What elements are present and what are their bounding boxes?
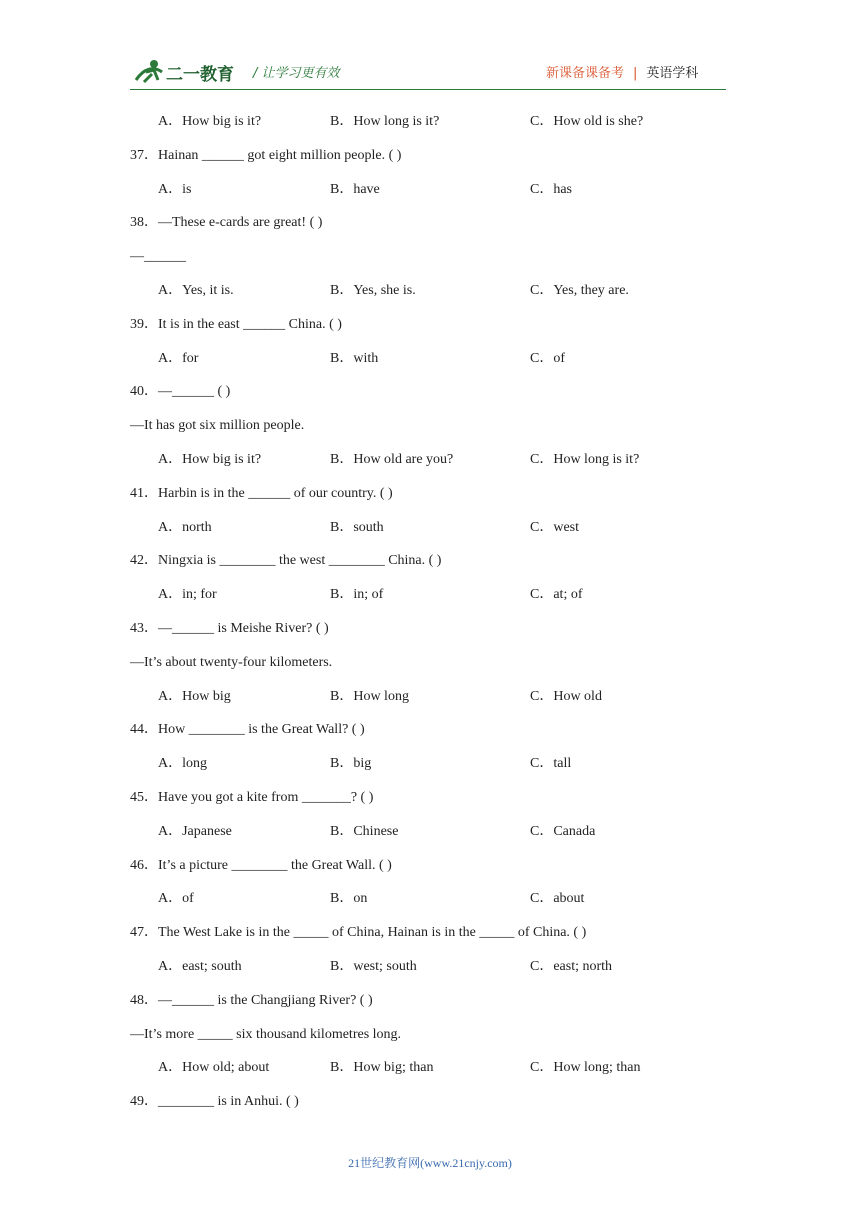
header-subject bbox=[546, 62, 698, 81]
option-c: C．about bbox=[530, 891, 585, 906]
option-a: A．How big is it? bbox=[158, 452, 262, 467]
option-c: C．tall bbox=[530, 756, 572, 771]
header-subject-label: 英语学科 bbox=[646, 66, 699, 81]
option-b: B．Chinese bbox=[330, 824, 399, 839]
page-header bbox=[0, 0, 860, 95]
question-line: —______ bbox=[130, 249, 186, 264]
option-c: C．How old bbox=[530, 689, 602, 704]
option-a: A．Japanese bbox=[158, 824, 232, 839]
option-b: B．west; south bbox=[330, 959, 417, 974]
option-b: B．south bbox=[330, 520, 384, 535]
question-line: —It’s more _____ six thousand kilometres long. bbox=[130, 1027, 402, 1042]
question-line: 40．—______ ( ) bbox=[130, 384, 231, 399]
logo bbox=[132, 58, 242, 88]
option-c: C．at; of bbox=[530, 587, 583, 602]
option-a: A．in; for bbox=[158, 587, 217, 602]
question-line: 43．—______ is Meishe River? ( ) bbox=[130, 621, 329, 636]
option-c: C．east; north bbox=[530, 959, 613, 974]
logo-text: 二一教育 bbox=[166, 65, 234, 85]
option-a: A．How big is it? bbox=[158, 114, 262, 129]
question-line: 38．—These e-cards are great! ( ) bbox=[130, 215, 323, 230]
option-b: B．have bbox=[330, 182, 380, 197]
header-divider bbox=[130, 89, 726, 90]
header-separator: | bbox=[633, 66, 638, 81]
option-b: B．on bbox=[330, 891, 368, 906]
option-a: A．long bbox=[158, 756, 207, 771]
question-line: 41．Harbin is in the ______ of our country. ( ) bbox=[130, 486, 393, 501]
page-footer: 21世纪教育网(www.21cnjy.com) bbox=[348, 1156, 512, 1170]
question-line: 39．It is in the east ______ China. ( ) bbox=[130, 317, 342, 332]
question-line: 48．—______ is the Changjiang River? ( ) bbox=[130, 993, 373, 1008]
question-line: 45．Have you got a kite from _______? ( ) bbox=[130, 790, 374, 805]
option-c: C．Canada bbox=[530, 824, 596, 839]
option-c: C．has bbox=[530, 182, 572, 197]
option-b: B．Yes, she is. bbox=[330, 283, 416, 298]
question-line: 49．________ is in Anhui. ( ) bbox=[130, 1094, 299, 1109]
question-line: 42．Ningxia is ________ the west ________ China. ( ) bbox=[130, 553, 442, 568]
option-a: A．east; south bbox=[158, 959, 242, 974]
option-b: B．How big; than bbox=[330, 1060, 434, 1075]
option-b: B．How long is it? bbox=[330, 114, 440, 129]
option-c: C．How old is she? bbox=[530, 114, 644, 129]
option-a: A．How big bbox=[158, 689, 231, 704]
option-a: A．How old; about bbox=[158, 1060, 270, 1075]
option-c: C．How long is it? bbox=[530, 452, 640, 467]
question-line: 46．It’s a picture ________ the Great Wall. ( ) bbox=[130, 858, 392, 873]
option-a: A．north bbox=[158, 520, 212, 535]
header-slogan: / 让学习更有效 bbox=[253, 66, 340, 81]
option-a: A．for bbox=[158, 351, 199, 366]
option-b: B．How long bbox=[330, 689, 409, 704]
option-a: A．is bbox=[158, 182, 192, 197]
question-line: 37．Hainan ______ got eight million people. ( ) bbox=[130, 148, 402, 163]
option-a: A．of bbox=[158, 891, 194, 906]
question-line: —It has got six million people. bbox=[130, 418, 305, 433]
option-c: C．How long; than bbox=[530, 1060, 641, 1075]
option-b: B．big bbox=[330, 756, 372, 771]
question-line: —It’s about twenty-four kilometers. bbox=[130, 655, 333, 670]
option-b: B．How old are you? bbox=[330, 452, 454, 467]
option-a: A．Yes, it is. bbox=[158, 283, 234, 298]
option-b: B．with bbox=[330, 351, 379, 366]
option-c: C．west bbox=[530, 520, 579, 535]
header-tag: 新课备课备考 bbox=[546, 66, 625, 81]
question-line: 47．The West Lake is in the _____ of China, Hainan is in the _____ of China. ( ) bbox=[130, 925, 587, 940]
option-c: C．Yes, they are. bbox=[530, 283, 629, 298]
question-line: 44．How ________ is the Great Wall? ( ) bbox=[130, 722, 365, 737]
option-c: C．of bbox=[530, 351, 565, 366]
option-b: B．in; of bbox=[330, 587, 384, 602]
